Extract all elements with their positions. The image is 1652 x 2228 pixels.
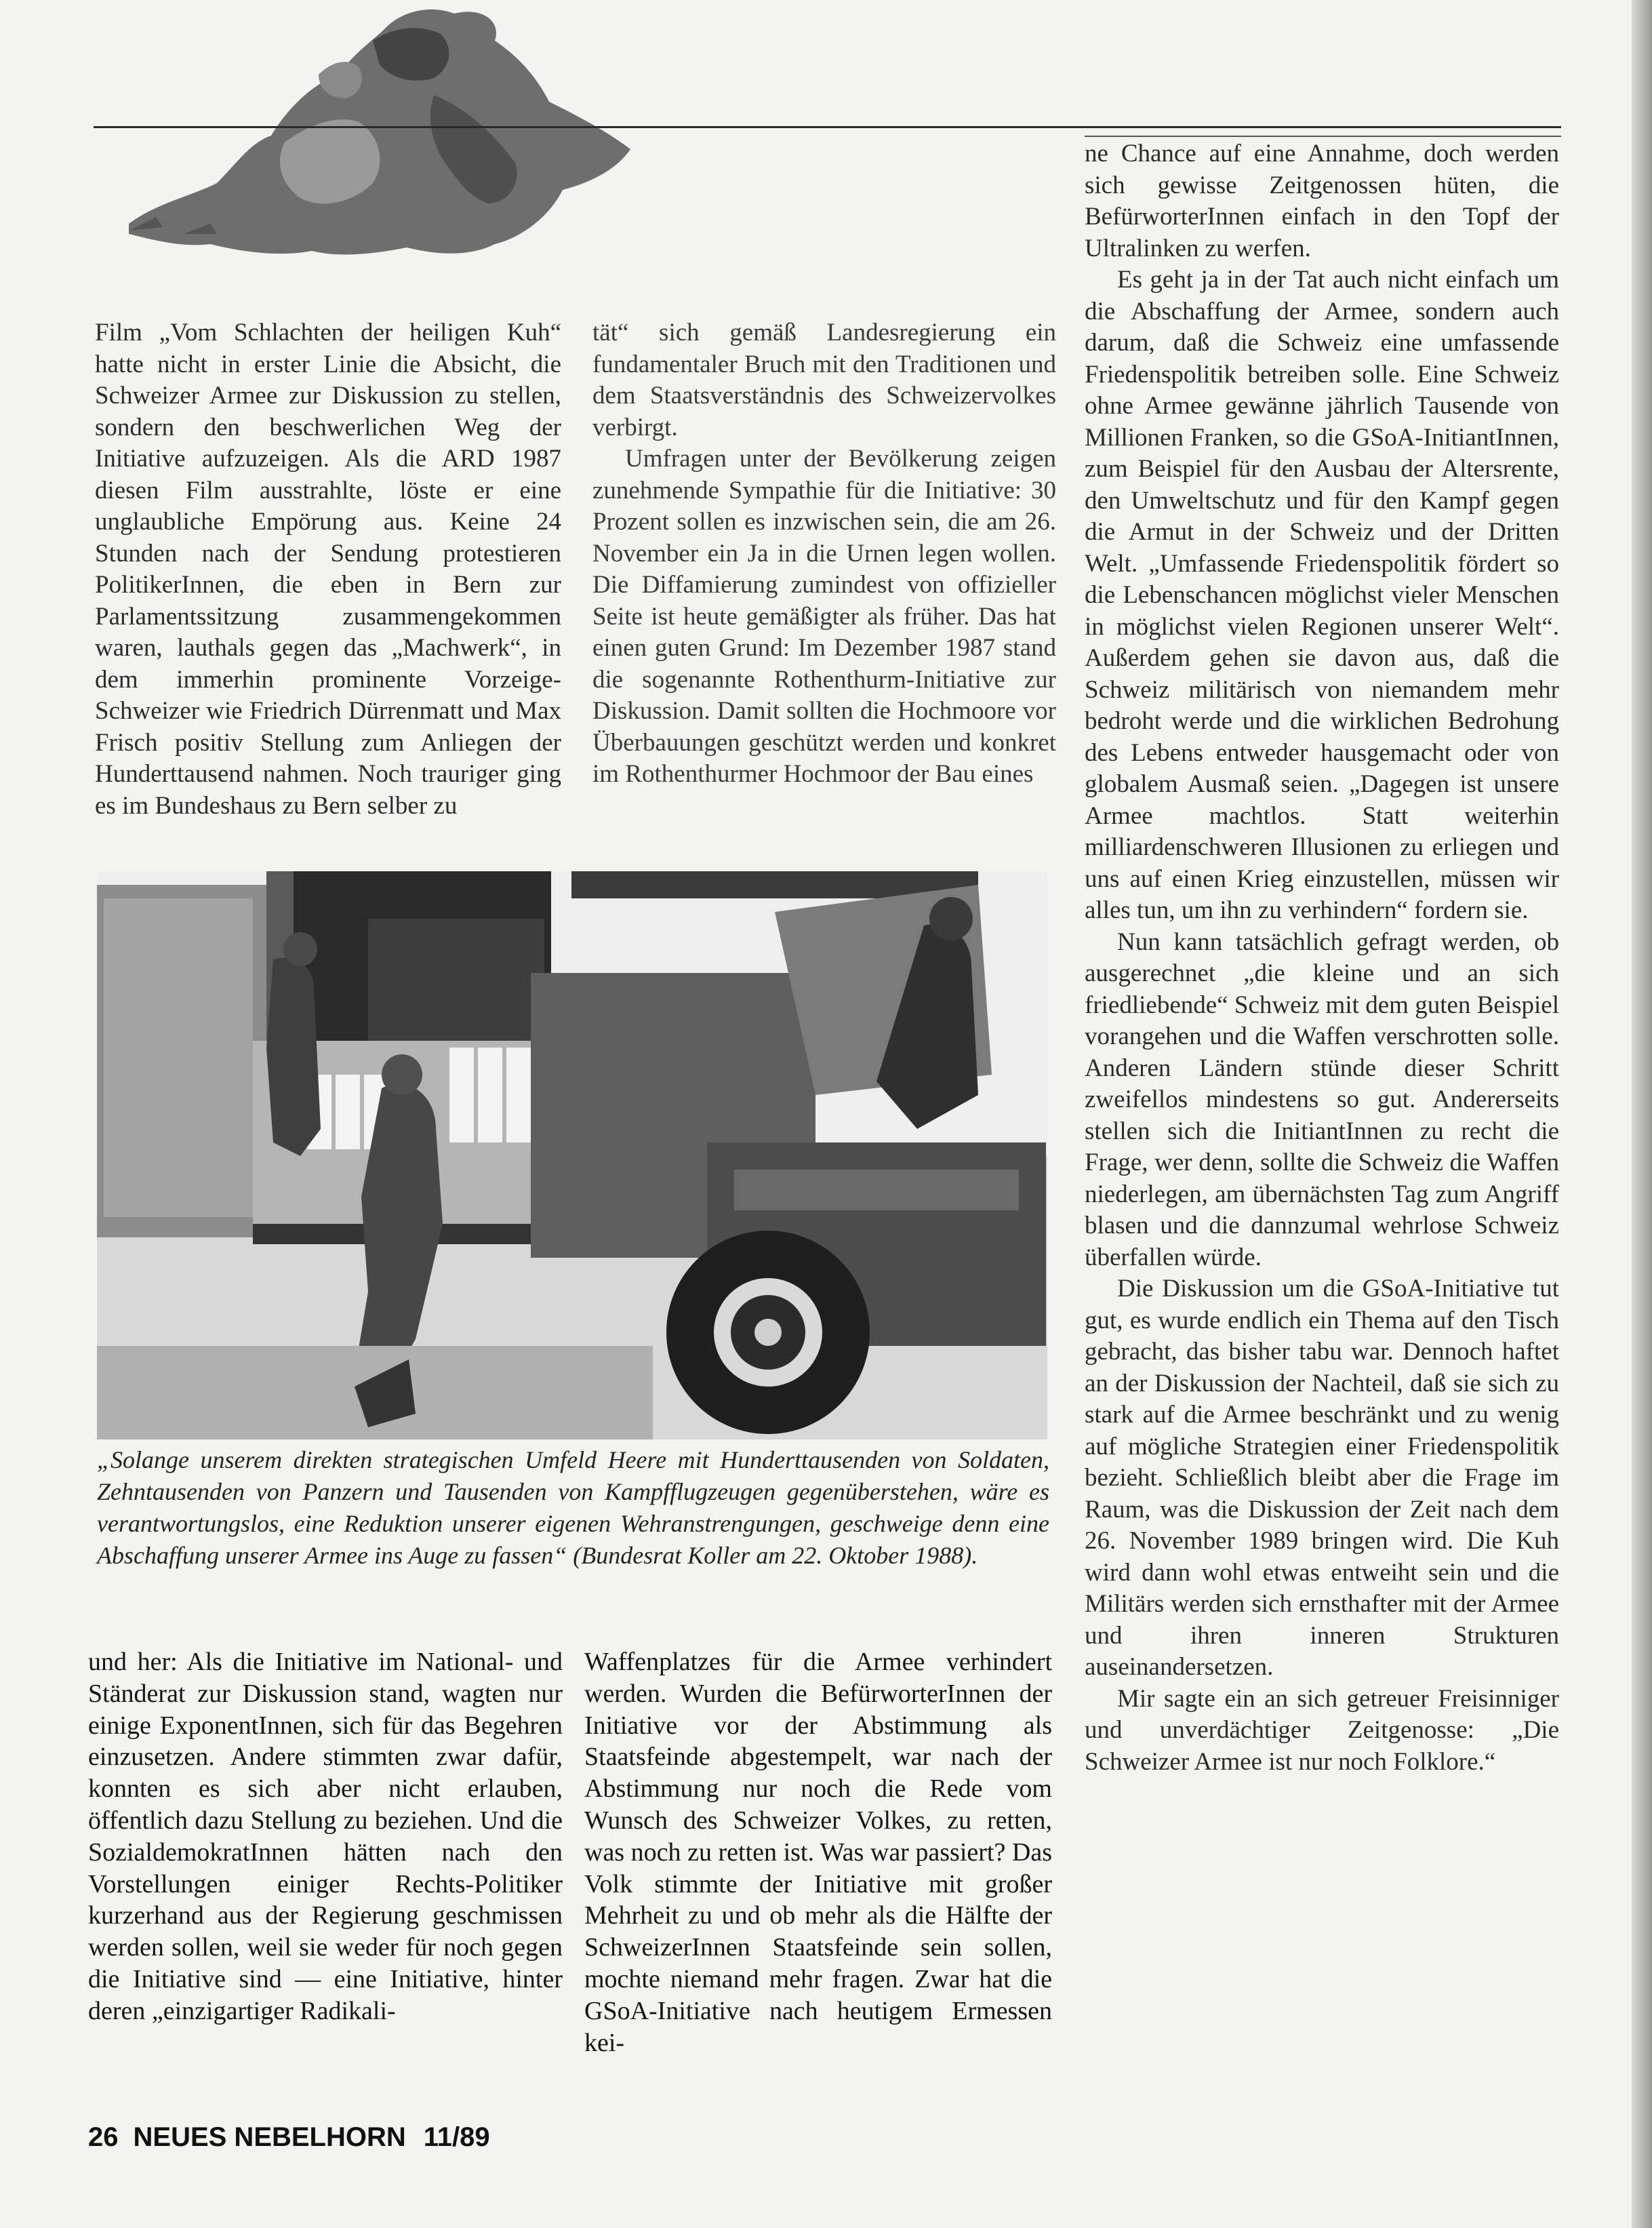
paragraph: Film „Vom Schlachten der heiligen Kuh“ hatte nicht in erster Linie die Absicht, die Schweizer Armee zur Diskussion zu stellen, sondern den beschwerlichen Weg der Initiative aufzuzeigen. Als die ARD 1987 diesen Film ausstrahlte, löste er eine unglaubliche Empörung aus. Keine 24 Stunden nach der Sendung protestieren PolitikerInnen, die eben in Bern zur Parlamentssitzung zusammengekommen waren, lauthals gegen das „Machwerk“, in dem immerhin prominente Vorzeige-Schweizer wie Friedrich Dürrenmatt und Max Frisch positiv Stellung zum Anliegen der Hunderttausend nahmen. Noch trauriger ging es im Bundeshaus zu Bern selber zu bbox=[95, 319, 561, 820]
paragraph: Es geht ja in der Tat auch nicht einfach um die Abschaffung der Armee, sondern auch darum, daß die Schweiz eine umfassende Friedenspolitik betreiben solle. Eine Schweiz ohne Armee gewänne jährlich Tausende von Millionen Franken, so die GSoA-InitiantInnen, zum Beispiel für den Ausbau der Altersrente, den Umweltschutz und für den Kampf gegen die Armut in der Schweiz und der Dritten Welt. „Umfassende Friedenspolitik fördert so die Lebenschancen möglichst vieler Menschen in möglichst vielen Regionen unserer Welt“. Außerdem gehen sie davon aus, daß die Schweiz militärisch von niemandem mehr bedroht werde und die wirklichen Bedrohung des Lebens entweder hausgemacht oder von globalem Ausmaß seien. „Dagegen ist unsere Armee machtlos. Statt weiterhin milliardenschweren Illusionen zu erliegen und uns auf einen Krieg einzustellen, müssen wir alles tun, um ihn zu verhindern“ fordern sie. bbox=[1085, 266, 1559, 924]
paragraph: und her: Als die Initiative im National- und Ständerat zur Diskussion stand, wagten nur einige ExponentInnen, sich für das Begehren einzusetzen. Andere stimmten zwar dafür, konnten es sich aber nicht erlauben, öffentlich dazu Stellung zu beziehen. Und die SozialdemokratInnen hätten nach den Vorstellungen einiger Rechts-Politiker kurzerhand aus der Regierung geschmissen werden sollen, weil sie weder für noch gegen die Initiative sind — eine Initiative, hinter deren „einzigartiger Radikali- bbox=[88, 1648, 563, 2025]
header-rule-secondary bbox=[1085, 136, 1561, 137]
paragraph: Waffenplatzes für die Armee verhindert werden. Wurden die BefürworterInnen der Initiative vor der Abstimmung als Staatsfeinde abgestempelt, war nach der Abstimmung nur noch die Rede vom Wunsch des Schweizer Volkes, zu retten, was noch zu retten ist. Was war passiert? Das Volk stimmte der Initiative mit großer Mehrheit zu und ob mehr als die Hälfte der SchweizerInnen Staatsfeinde sein sollen, mochte niemand mehr fragen. Zwar hat die GSoA-Initiative nach heutigem Ermessen kei- bbox=[584, 1648, 1052, 2057]
paragraph: Umfragen unter der Bevölkerung zeigen zunehmende Sympathie für die Initiative: 30 Prozent sollen es inzwischen sein, die am 26. November ein Ja in die Urnen legen wollen. Die Diffamierung zumindest von offizieller Seite ist heute gemäßigter als früher. Das hat einen guten Grund: Im Dezember 1987 stand die sogenannte Rothenthurm-Initiative zur Diskussion. Damit sollten die Hochmoore vor Überbauungen geschützt werden und konkret im Rothenthurmer Hochmoor der Bau eines bbox=[592, 445, 1056, 788]
column-middle-upper bbox=[592, 317, 1056, 791]
paragraph: tät“ sich gemäß Landesregierung ein fundamentaler Bruch mit den Traditionen und dem Staatsverständnis des Schweizervolkes verbirgt. bbox=[592, 319, 1056, 441]
photo-soldiers-loading-truck bbox=[97, 871, 1047, 1439]
page-footer bbox=[88, 2122, 490, 2153]
paragraph: Die Diskussion um die GSoA-Initiative tut gut, es wurde endlich ein Thema auf den Tisch gebracht, das bisher tabu war. Dennoch haftet an der Diskussion der Nachteil, daß sie sich zu stark auf die Armee beschränkt und zu wenig auf mögliche Strategien einer Friedenspolitik bezieht. Schließlich bleibt aber die Frage im Raum, was die Diskussion der Zeit nach dem 26. November 1989 bringen wird. Die Kuh wird dann wohl etwas entweiht sein und die Militärs werden sich ernsthafter mit der Armee und ihren inneren Strukturen auseinandersetzen. bbox=[1085, 1275, 1559, 1681]
photo-caption: „Solange unserem direkten strategischen Umfeld Heere mit Hunderttausenden von Soldaten, Zehntausenden von Panzern und Tausenden von Kampfflugzeugen gegenüberstehen, wäre es verantwortungslos, eine Reduktion unserer eigenen Wehranstrengungen, geschweige denn eine Abschaffung unserer Armee ins Auge zu fassen“ (Bundesrat Koller am 22. Oktober 1988). bbox=[97, 1446, 1049, 1569]
column-right bbox=[1085, 138, 1559, 1778]
paragraph: Mir sagte ein an sich getreuer Freisinniger und unverdächtiger Zeitgenosse: „Die Schweizer Armee ist nur noch Folklore.“ bbox=[1085, 1684, 1559, 1776]
page-edge-shadow bbox=[1632, 0, 1652, 2228]
publication-name: NEUES NEBELHORN bbox=[133, 2122, 406, 2152]
page-number: 26 bbox=[88, 2122, 119, 2152]
column-left-upper bbox=[95, 317, 561, 822]
paragraph: ne Chance auf eine Annahme, doch werden sich gewisse Zeitgenossen hüten, die BefürworterInnen einfach in den Topf der Ultralinken zu werfen. bbox=[1085, 140, 1559, 262]
illustration-cow-figure bbox=[115, 0, 644, 271]
column-middle-lower bbox=[584, 1646, 1052, 2058]
column-left-lower bbox=[88, 1646, 563, 2027]
header-rule bbox=[94, 126, 1561, 128]
issue-number: 11/89 bbox=[423, 2122, 490, 2152]
paragraph: Nun kann tatsächlich gefragt werden, ob ausgerechnet „die kleine und an sich friedliebende“ Schweiz mit dem guten Beispiel vorangehen und die Waffen verschrotten solle. Anderen Ländern stünde dieser Schritt zweifellos mindestens so gut. Andererseits stellen sich die InitiantInnen zu recht die Frage, wer denn, sollte die Schweiz die Waffen niederlegen, am übernächsten Tag zum Angriff blasen und die dannzumal wehrlose Schweiz überfallen würde. bbox=[1085, 928, 1559, 1271]
